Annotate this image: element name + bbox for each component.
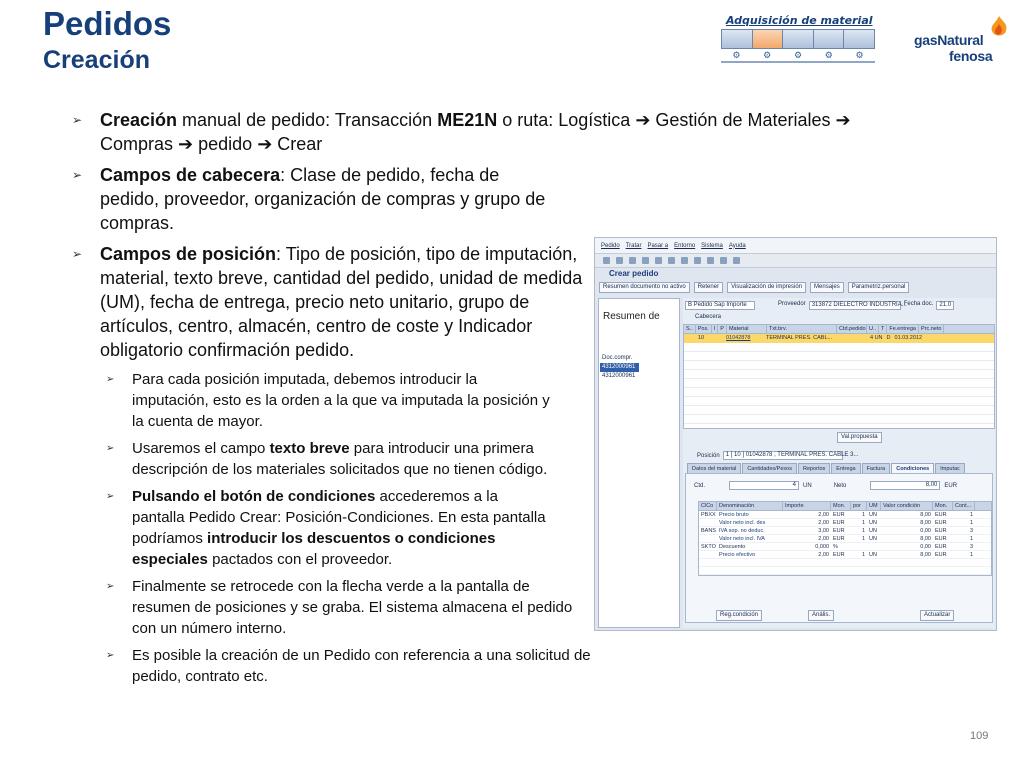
retener-button[interactable]: Retener <box>694 282 723 293</box>
process-indicator <box>718 12 878 64</box>
table-row[interactable]: SKTO Descuento 0,000 % 0,00 EUR 3 <box>699 543 991 551</box>
right-arrow-icon: ➔ <box>257 134 273 154</box>
right-arrow-icon: ➔ <box>635 110 651 130</box>
parametriz-button[interactable]: Parametriz.personal <box>848 282 910 293</box>
table-row[interactable]: Valor neto incl. des 2,00 EUR 1 UN 8,00 EUR 1 <box>699 519 991 527</box>
bullet-creacion: ➢ Creación manual de pedido: Transacción ME21N o ruta: Logística ➔ Gestión de Materiales ➔ Compras ➔ pedido ➔ Crear <box>72 110 851 154</box>
page-subtitle: Creación <box>43 46 150 74</box>
sap-header-fields: B Pedido Sap Importe Proveedor 313872 DIELECTRO INDUSTRIA... Fecha doc. 21.0 <box>683 301 995 312</box>
sap-screen-title: Crear pedido <box>609 269 659 278</box>
table-row-empty[interactable] <box>699 559 991 567</box>
sap-toolbar <box>595 254 996 268</box>
analisis-button[interactable]: Anális. <box>808 610 834 621</box>
net-field[interactable]: 8,00 <box>870 481 940 490</box>
mensajes-button[interactable]: Mensajes <box>810 282 844 293</box>
arrow-bullet-icon: ➢ <box>106 443 115 454</box>
save-icon[interactable] <box>616 257 623 264</box>
table-row-empty[interactable] <box>684 406 994 415</box>
reg-condicion-button[interactable]: Reg.condición <box>716 610 762 621</box>
table-row-empty[interactable] <box>684 388 994 397</box>
resumen-button[interactable]: Resumen documento no activo <box>599 282 690 293</box>
tree-doc-selected[interactable]: 4312000961 <box>600 363 639 372</box>
tab-imputacion[interactable]: Imputac <box>935 463 965 473</box>
gear-icon: ⚙ <box>732 50 741 60</box>
items-grid-header: S.. Pos. I P Material Txt.brv. Ctd.pedido U.. T Fe.entrega Prc.neto <box>684 325 994 334</box>
arrow-bullet-icon: ➢ <box>106 491 115 502</box>
process-label: Adquisición de material <box>726 14 873 27</box>
table-row[interactable]: PBXX Precio bruto 2,00 EUR 1 UN 8,00 EUR 1 <box>699 511 991 519</box>
quantity-row: Ctd. 4 UN Neto 8,00 EUR <box>694 482 958 489</box>
item-tabs <box>683 463 995 473</box>
val-propuesta-button[interactable]: Val.propuesta <box>837 432 882 443</box>
logo-wordmark: gasNatural fenosa <box>914 32 993 64</box>
right-arrow-icon: ➔ <box>835 110 851 130</box>
arrow-bullet-icon: ➢ <box>106 650 115 661</box>
sap-button-row <box>595 282 996 295</box>
tab-entrega[interactable]: Entrega <box>831 463 860 473</box>
page-title: Pedidos <box>43 5 172 42</box>
sap-menu-item[interactable]: Entorno <box>674 242 696 249</box>
table-row-empty[interactable] <box>684 415 994 424</box>
process-step-1 <box>721 29 752 49</box>
overview-label: Resumen de <box>603 311 660 322</box>
tab-factura[interactable]: Factura <box>862 463 891 473</box>
tab-datos-material[interactable]: Datos del material <box>687 463 741 473</box>
back-icon[interactable] <box>629 257 636 264</box>
help-icon[interactable] <box>733 257 740 264</box>
items-grid <box>683 324 995 429</box>
table-row-empty[interactable] <box>684 361 994 370</box>
gear-icon: ⚙ <box>824 50 833 60</box>
conditions-table-header: ClCo Denominación Importe Mon. por UM Valor condición Mon. Cont... <box>699 502 991 511</box>
conditions-footer <box>696 610 988 621</box>
sap-menu-item[interactable]: Pedido <box>601 242 620 249</box>
table-row-empty[interactable] <box>684 343 994 352</box>
table-row-empty[interactable] <box>684 397 994 406</box>
vis-impresion-button[interactable]: Visualización de impresión <box>727 282 806 293</box>
page-number: 109 <box>970 730 989 742</box>
sap-screenshot <box>594 237 997 631</box>
tab-reportos[interactable]: Reportos <box>798 463 830 473</box>
process-step-4 <box>813 29 844 49</box>
table-row[interactable]: Precio efectivo 2,00 EUR 1 UN 8,00 EUR 1 <box>699 551 991 559</box>
page-icon[interactable] <box>707 257 714 264</box>
sub-bullet-condiciones: ➢ Pulsando el botón de condiciones accederemos a la pantalla Pedido Crear: Posición-Condiciones. En esta pantalla podríamos introducir los descuentos o condiciones especiales pactados con el proveedor. <box>106 488 546 568</box>
position-select[interactable]: 1 [ 10 ] 01042878 , TERMINAL PRES. CABLE 3... <box>723 451 843 460</box>
tab-condiciones[interactable]: Condiciones <box>891 463 934 473</box>
process-step-3 <box>782 29 813 49</box>
conditions-panel <box>685 473 993 623</box>
sap-menu-item[interactable]: Tratar <box>625 242 642 249</box>
process-line <box>721 61 875 63</box>
sub-bullet-imputacion: ➢ Para cada posición imputada, debemos introducir la imputación, esto es la orden a la que va imputada la posición y la cuenta de mayor. <box>106 371 550 430</box>
process-step-icons <box>721 50 875 61</box>
sap-document-overview <box>598 298 680 628</box>
bullet-cabecera: ➢ Campos de cabecera: Clase de pedido, fecha de pedido, proveedor, organización de compras y grupo de compras. <box>72 165 546 233</box>
sap-main-panel <box>683 298 995 628</box>
quantity-field[interactable]: 4 <box>729 481 799 490</box>
table-row-empty[interactable] <box>684 352 994 361</box>
actualizar-button[interactable]: Actualizar <box>920 610 954 621</box>
process-step-2-active <box>752 29 783 49</box>
exit-icon[interactable] <box>642 257 649 264</box>
sap-menu-item[interactable]: Sistema <box>701 242 723 249</box>
date-field[interactable]: 21.0 <box>936 301 954 310</box>
right-arrow-icon: ➔ <box>178 134 194 154</box>
sap-menu-item[interactable]: Pasar a <box>647 242 669 249</box>
doc-type-field[interactable]: B Pedido Sap Importe <box>685 301 755 310</box>
sub-bullet-texto-breve: ➢ Usaremos el campo texto breve para introducir una primera descripción de los materiales solicitados que no tienen código. <box>106 440 548 478</box>
arrow-bullet-icon: ➢ <box>72 168 83 182</box>
document-tree <box>600 354 639 381</box>
sap-menu-bar <box>595 238 996 254</box>
page-icon[interactable] <box>720 257 727 264</box>
find-icon[interactable] <box>681 257 688 264</box>
arrow-bullet-icon: ➢ <box>72 113 83 127</box>
tree-doc[interactable]: 4312000961 <box>602 373 636 379</box>
company-logo <box>910 14 1015 72</box>
tab-cantidades[interactable]: Cantidades/Pesos <box>742 463 797 473</box>
bullet-posicion: ➢ Campos de posición: Tipo de posición, tipo de imputación, material, texto breve, cantidad del pedido, unidad de medida (UM), fecha de entrega, precio neto unitario, grupo de artículos, centro, almacén, centro de coste y Indicador obligatorio confirmación pedido. <box>72 244 583 360</box>
table-row[interactable]: BANS IVA sop. no deduc. 3,00 EUR 1 UN 0,00 EUR 3 <box>699 527 991 535</box>
sap-menu-item[interactable]: Ayuda <box>728 242 746 249</box>
process-steps <box>721 29 875 49</box>
process-step-5 <box>843 29 875 49</box>
print-icon[interactable] <box>668 257 675 264</box>
cabecera-toggle[interactable]: Cabecera <box>695 314 722 320</box>
check-icon[interactable] <box>603 257 610 264</box>
gear-icon: ⚙ <box>855 50 864 60</box>
conditions-table <box>698 501 992 576</box>
sub-bullet-referencia: ➢ Es posible la creación de un Pedido con referencia a una solicitud de pedido, contrato etc. <box>106 647 591 685</box>
gear-icon: ⚙ <box>793 50 803 60</box>
position-selector: Posición 1 [ 10 ] 01042878 , TERMINAL PRES. CABLE 3... <box>697 452 859 459</box>
table-row-empty[interactable] <box>684 370 994 379</box>
arrow-bullet-icon: ➢ <box>106 374 115 385</box>
table-row-empty[interactable] <box>699 567 991 575</box>
sub-bullet-finalmente: ➢ Finalmente se retrocede con la flecha verde a la pantalla de resumen de posiciones y se graba. El sistema almacena el pedido con un número interno. <box>106 578 573 637</box>
table-row-empty[interactable] <box>684 379 994 388</box>
arrow-bullet-icon: ➢ <box>72 247 83 261</box>
table-row[interactable]: Valor neto incl. IVA 2,00 EUR 1 UN 8,00 EUR 1 <box>699 535 991 543</box>
cancel-icon[interactable] <box>655 257 662 264</box>
grid-toolbar <box>683 432 995 443</box>
tree-folder[interactable]: Doc.compr. <box>602 355 633 361</box>
arrow-bullet-icon: ➢ <box>106 581 115 592</box>
table-row[interactable]: 10 01042878 TERMINAL PRES. CABL... 4 UN D 01.03.2012 <box>684 334 994 343</box>
vendor-field[interactable]: 313872 DIELECTRO INDUSTRIA... <box>809 301 901 310</box>
page-icon[interactable] <box>694 257 701 264</box>
gear-icon: ⚙ <box>763 50 772 60</box>
